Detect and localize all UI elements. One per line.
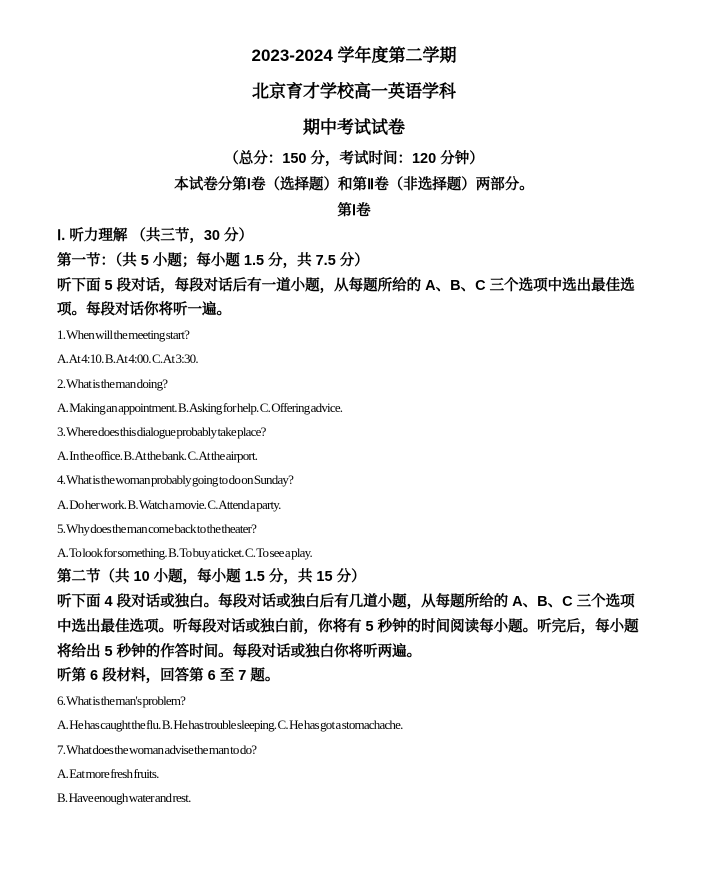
question-option-a: A. Eat more fresh fruits. (57, 765, 159, 781)
question-text: 5. Why does the man come back to the theater? (57, 520, 257, 536)
question-block (57, 420, 651, 468)
question-options: A. In the office. B. At the bank. C. At the airport. (57, 448, 258, 464)
part2-heading: 第二节（共 10 小题，每小题 1.5 分，共 15 分） (57, 569, 366, 586)
question-text: 1. When will the meeting start? (57, 327, 190, 343)
question-options: A. He has caught the flu. B. He has trouble sleeping. C. He has got a stomachache. (57, 717, 403, 733)
part1-heading: 第一节：（共 5 小题；每小题 1.5 分，共 7.5 分） (57, 252, 369, 269)
question-block (57, 372, 651, 420)
part2-instructions-line: 中选出最佳选项。听每段对话或独白前，你将有 5 秒钟的时间阅读每小题。听完后，每小题 (57, 618, 639, 635)
question-text: 3. Where does this dialogue probably take place? (57, 424, 266, 439)
part1-instructions-line: 项。每段对话你将听一遍。 (57, 302, 231, 319)
listening-section-heading: Ⅰ. 听力理解 （共三节，30 分） (57, 228, 254, 244)
exam-title-term: 2023-2024 学年度第二学期 (251, 46, 457, 65)
listening-section (57, 224, 651, 810)
question-block (57, 323, 651, 371)
part2-material-note: 听第 6 段材料，回答第 6 至 7 题。 (57, 668, 280, 685)
part2-instructions-line: 听下面 4 段对话或独白。每段对话或独白后有几道小题，从每题所给的 A、B、C 三个选项 (57, 594, 635, 611)
part1-instructions-line: 听下面 5 段对话，每段对话后有一道小题，从每题所给的 A、B、C 三个选项中选出最佳选 (57, 277, 635, 294)
question-block (57, 468, 651, 516)
volume-heading: 第Ⅰ卷 (337, 203, 371, 219)
question-option-b: B. Have enough water and rest. (57, 790, 191, 806)
listening-part1 (57, 249, 651, 565)
question-text: 4. What is the woman probably going to do on Sunday? (57, 472, 294, 488)
question-text: 2. What is the man doing? (57, 375, 168, 391)
exam-title-midterm: 期中考试试卷 (303, 118, 405, 137)
question-options: A. At 4:10. B. At 4:00. C. At 3:30. (57, 351, 198, 367)
question-text: 6. What is the man's problem? (57, 693, 186, 709)
question-options: A. Do her work. B. Watch a movie. C. Attend a party. (57, 496, 281, 512)
question-block (57, 689, 651, 737)
listening-part2 (57, 565, 651, 810)
question-block (57, 517, 651, 565)
exam-paper-structure-note: 本试卷分第Ⅰ卷（选择题）和第Ⅱ卷（非选择题）两部分。 (174, 177, 534, 193)
exam-title-school-subject: 北京育才学校高一英语学科 (252, 82, 456, 101)
question-options: A. Making an appointment. B. Asking for help. C. Offering advice. (57, 399, 343, 415)
question-text: 7. What does the woman advise the man to do? (57, 741, 257, 757)
question-options: A. To look for something. B. To buy a ticket. C. To see a play. (57, 545, 312, 561)
exam-score-time: （总分：150 分，考试时间：120 分钟） (224, 151, 484, 167)
part2-instructions-line: 将给出 5 秒钟的作答时间。每段对话或独白你将听两遍。 (57, 643, 422, 660)
question-block (57, 738, 651, 811)
